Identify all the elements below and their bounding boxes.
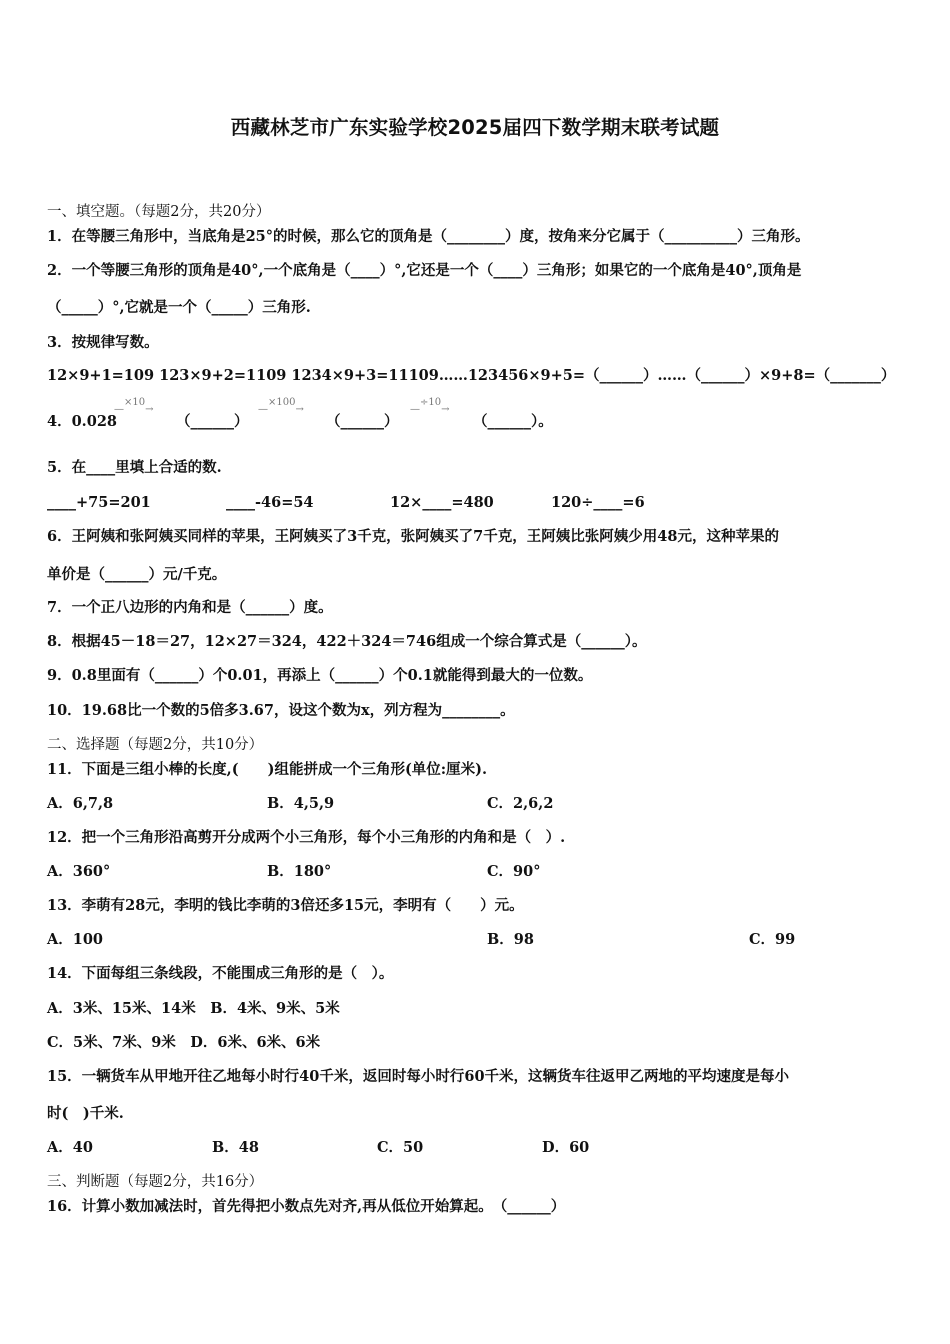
question-5-item-2: ____-46=54 xyxy=(226,494,314,511)
question-14-options-line-2: C．5米、7米、9米 D．6米、6米、6米 xyxy=(47,1034,321,1051)
arrow-label-times-100: ×100 xyxy=(268,397,296,408)
question-3-sequence: 12×9+1=109 123×9+2=1109 1234×9+3=11109……123456×9+5=（______）……（______）×9+8=（_______） xyxy=(47,367,896,384)
question-13-option-c: C．99 xyxy=(749,931,796,948)
question-4-blank-1: （______） xyxy=(176,413,249,430)
question-14-options-line-1: A．3米、15米、14米 B．4米、9米、5米 xyxy=(47,1000,340,1017)
question-16: 16．计算小数加减法时，首先得把小数点先对齐,再从低位开始算起。 （______） xyxy=(47,1198,566,1215)
question-12-option-c: C．90° xyxy=(487,863,541,880)
question-13-option-a: A．100 xyxy=(47,931,104,948)
question-3: 3．按规律写数。 xyxy=(47,334,159,351)
question-12-option-b: B．180° xyxy=(267,863,332,880)
question-15-option-c: C．50 xyxy=(377,1139,424,1156)
section-judge-title: 三、判断题（每题2分，共16分） xyxy=(47,1174,264,1190)
arrow-divide-10: —÷10→ xyxy=(410,397,450,415)
arrow-label-divide-10: ÷10 xyxy=(420,397,442,408)
arrow-times-100: —×100→ xyxy=(258,397,304,415)
section-choice-title: 二、选择题（每题2分，共10分） xyxy=(47,737,264,753)
question-5: 5．在____里填上合适的数. xyxy=(47,459,222,476)
question-11-option-c: C．2,6,2 xyxy=(487,795,554,812)
question-6-line-2: 单价是（______）元/千克。 xyxy=(47,566,227,583)
question-11-option-b: B．4,5,9 xyxy=(267,795,335,812)
question-4-blank-3: （______）。 xyxy=(473,413,553,430)
section-fill-in-title: 一、填空题。（每题2分，共20分） xyxy=(47,204,271,220)
question-1: 1．在等腰三角形中，当底角是25°的时候，那么它的顶角是（________）度，按角来分它属于（__________）三角形。 xyxy=(47,228,810,245)
question-15-option-b: B．48 xyxy=(212,1139,259,1156)
question-15-option-d: D．60 xyxy=(542,1139,590,1156)
question-15-line-1: 15．一辆货车从甲地开往乙地每小时行40千米，返回时每小时行60千米，这辆货车往返甲乙两地的平均速度是每小 xyxy=(47,1068,790,1085)
question-5-item-4: 120÷____=6 xyxy=(551,494,645,511)
question-15-line-2: 时( )千米. xyxy=(47,1105,124,1122)
question-15-option-a: A．40 xyxy=(47,1139,93,1156)
question-2-line-1: 2．一个等腰三角形的顶角是40°,一个底角是（____）°,它还是一个（____）三角形；如果它的一个底角是40°,顶角是 xyxy=(47,262,802,279)
question-11-option-a: A．6,7,8 xyxy=(47,795,114,812)
arrow-label-times-10: ×10 xyxy=(124,397,146,408)
question-4-start: 4．0.028 xyxy=(47,413,117,430)
question-12-option-a: A．360° xyxy=(47,863,111,880)
question-12: 12．把一个三角形沿高剪开分成两个小三角形，每个小三角形的内角和是（ ）. xyxy=(47,829,566,846)
question-4-blank-2: （______） xyxy=(326,413,399,430)
question-9: 9．0.8里面有（______）个0.01，再添上（______）个0.1就能得到最大的一位数。 xyxy=(47,667,593,684)
question-5-item-1: ____+75=201 xyxy=(47,494,151,511)
question-13-option-b: B．98 xyxy=(487,931,534,948)
arrow-times-10: —×10→ xyxy=(114,397,154,415)
question-7: 7．一个正八边形的内角和是（______）度。 xyxy=(47,599,333,616)
question-10: 10．19.68比一个数的5倍多3.67，设这个数为x，列方程为________。 xyxy=(47,702,515,719)
question-14: 14．下面每组三条线段，不能围成三角形的是（ ）。 xyxy=(47,965,394,982)
question-5-item-3: 12×____=480 xyxy=(390,494,494,511)
question-8: 8．根据45－18＝27，12×27＝324，422＋324＝746组成一个综合算式是（______）。 xyxy=(47,633,647,650)
question-2-line-2: （_____）°,它就是一个（_____）三角形. xyxy=(47,299,311,316)
page-title: 西藏林芝市广东实验学校2025届四下数学期末联考试题 xyxy=(230,116,720,139)
question-11: 11．下面是三组小棒的长度,( )组能拼成一个三角形(单位:厘米). xyxy=(47,761,488,778)
question-6-line-1: 6．王阿姨和张阿姨买同样的苹果，王阿姨买了3千克，张阿姨买了7千克，王阿姨比张阿姨少用48元，这种苹果的 xyxy=(47,528,779,545)
question-13: 13．李萌有28元，李明的钱比李萌的3倍还多15元，李明有（ ）元。 xyxy=(47,897,524,914)
